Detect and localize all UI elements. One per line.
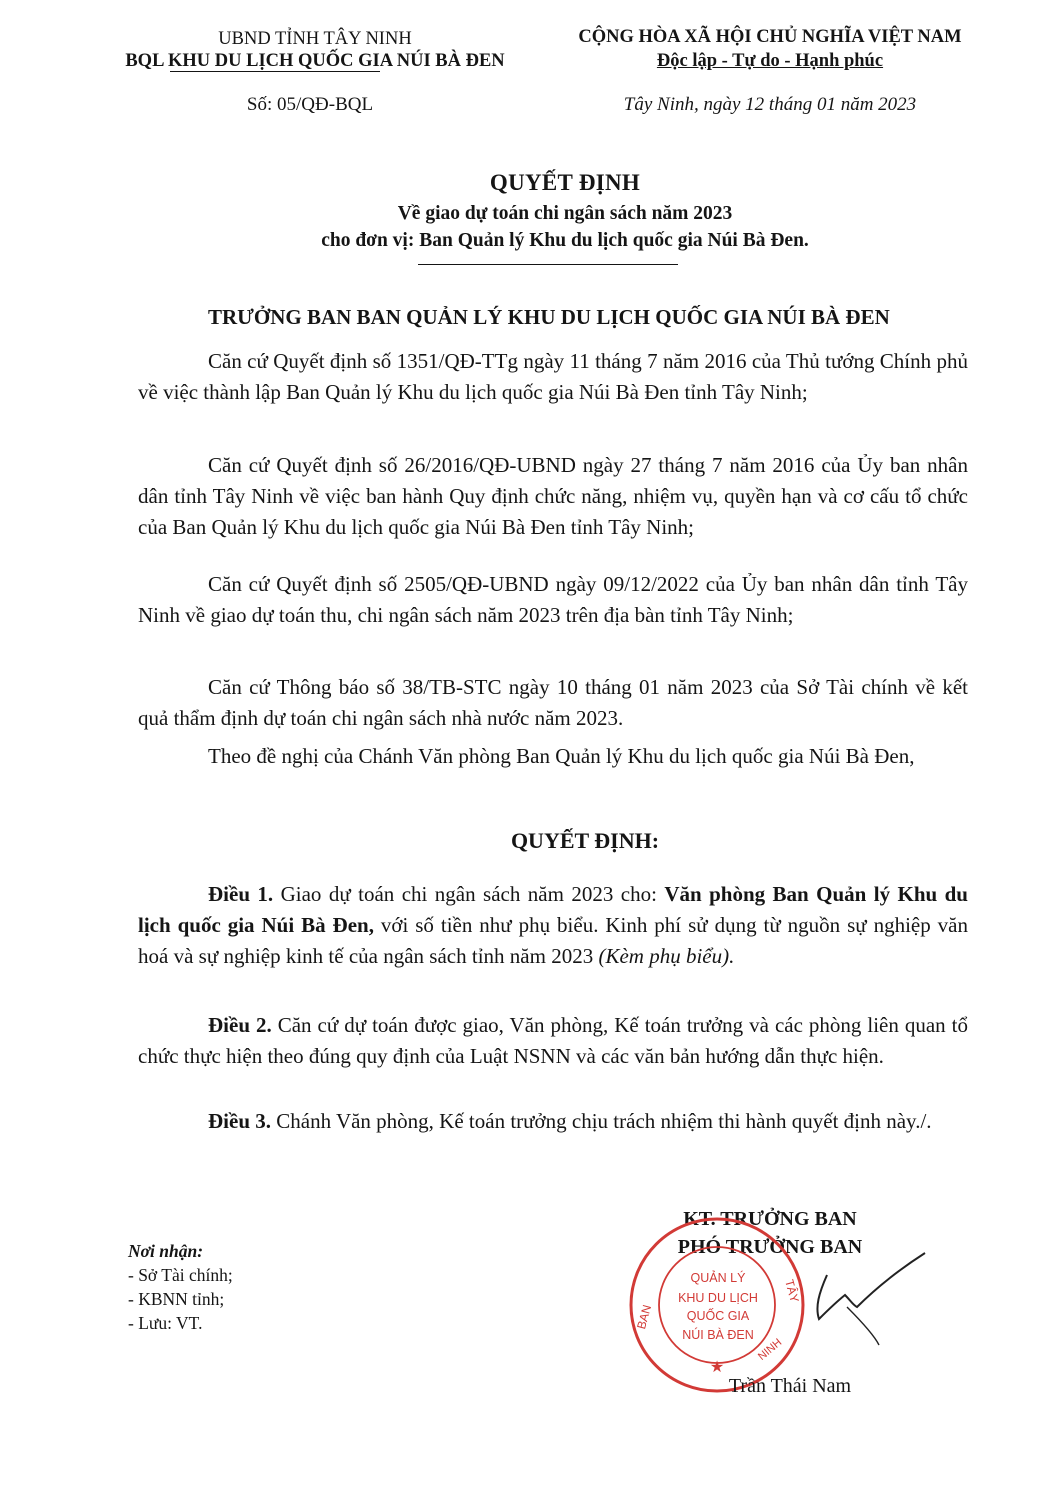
agency-underline <box>170 71 380 72</box>
issuing-authority: TRƯỞNG BAN BAN QUẢN LÝ KHU DU LỊCH QUỐC GIA NÚI BÀ ĐEN <box>208 305 890 329</box>
seal-text-3: QUỐC GIA <box>686 1309 750 1323</box>
article-3-label: Điều 3. <box>208 1109 271 1133</box>
recipient-item: - KBNN tỉnh; <box>128 1289 225 1309</box>
preamble-item: Căn cứ Thông báo số 38/TB-STC ngày 10 tháng 01 năm 2023 của Sở Tài chính về kết quả thẩm định dự toán chi ngân sách nhà nước năm 2023. <box>138 675 968 730</box>
article-1-unit: Văn phòng Ban Quản lý Khu du lịch quốc gia Núi Bà Đen, <box>138 882 968 937</box>
article-1-attachment-note: (Kèm phụ biểu). <box>598 944 735 968</box>
preamble-item: Căn cứ Quyết định số 2505/QĐ-UBND ngày 09/12/2022 của Ủy ban nhân dân tỉnh Tây Ninh về giao dự toán thu, chi ngân sách năm 2023 trên địa bàn tỉnh Tây Ninh; <box>138 572 968 627</box>
article-1-text: Giao dự toán chi ngân sách năm 2023 cho: <box>273 882 665 906</box>
signature-title-1: KT. TRƯỞNG BAN <box>683 1208 857 1230</box>
signature-title-2: PHÓ TRƯỞNG BAN <box>677 1236 863 1258</box>
document-title: QUYẾT ĐỊNH <box>489 170 641 195</box>
article-1-label: Điều 1. <box>208 882 274 906</box>
recipients-heading: Nơi nhận: <box>128 1241 204 1261</box>
document-subtitle-1: Về giao dự toán chi ngân sách năm 2023 <box>397 203 733 224</box>
document-subtitle-2: cho đơn vị: Ban Quản lý Khu du lịch quốc gia Núi Bà Đen. <box>321 230 809 251</box>
seal-text-1: QUẢN LÝ <box>690 1271 746 1285</box>
agency-name <box>60 49 570 73</box>
agency-name-text: BQL KHU DU LỊCH QUỐC GIA NÚI BÀ ĐEN <box>125 51 505 71</box>
article-1-text-2: với số tiền như phụ biểu. Kinh phí sử dụng từ nguồn sự nghiệp văn hoá và sự nghiệp kinh tế của ngân sách tỉnh năm 2023 <box>138 913 968 968</box>
recipient-item: - Sở Tài chính; <box>128 1265 233 1285</box>
decision-heading: QUYẾT ĐỊNH: <box>510 828 660 853</box>
signer-name: Trần Thái Nam <box>728 1375 852 1397</box>
place-date: Tây Ninh, ngày 12 tháng 01 năm 2023 <box>623 94 917 115</box>
seal-text-4: NÚI BÀ ĐEN <box>682 1328 754 1342</box>
article-2 <box>138 1010 968 1072</box>
national-motto: Độc lập - Tự do - Hạnh phúc <box>656 51 884 71</box>
official-seal <box>622 1210 812 1400</box>
handwritten-signature <box>805 1245 935 1355</box>
article-1 <box>138 879 968 972</box>
recipient-item: - Lưu: VT. <box>128 1313 203 1333</box>
preamble-item: Căn cứ Quyết định số 26/2016/QĐ-UBND ngày 27 tháng 7 năm 2016 của Ủy ban nhân dân tỉnh Tây Ninh về việc ban hành Quy định chức năng, nhiệm vụ, quyền hạn và cơ cấu tổ chức của Ban Quản lý Khu du lịch quốc gia Núi Bà Đen tỉnh Tây Ninh; <box>138 453 968 539</box>
article-2-label: Điều 2. <box>208 1013 272 1037</box>
agency-parent: UBND TỈNH TÂY NINH <box>218 29 412 49</box>
seal-text-2: KHU DU LỊCH <box>678 1291 758 1305</box>
seal-star-icon: ★ <box>709 1359 725 1376</box>
preamble-item: Căn cứ Quyết định số 1351/QĐ-TTg ngày 11 tháng 7 năm 2016 của Thủ tướng Chính phủ về việc thành lập Ban Quản lý Khu du lịch quốc gia Núi Bà Đen tỉnh Tây Ninh; <box>138 349 968 404</box>
seal-ring-right: TÂY <box>782 1277 802 1305</box>
seal-ring-bottom: NINH <box>755 1336 785 1363</box>
seal-ring-left: BAN <box>634 1303 655 1331</box>
national-title: CỘNG HÒA XÃ HỘI CHỦ NGHĨA VIỆT NAM <box>578 27 962 47</box>
article-3-text: Chánh Văn phòng, Kế toán trưởng chịu trách nhiệm thi hành quyết định này./. <box>271 1109 932 1133</box>
article-2-text: Căn cứ dự toán được giao, Văn phòng, Kế toán trưởng và các phòng liên quan tổ chức thực hiện theo đúng quy định của Luật NSNN và các văn bản hướng dẫn thực hiện. <box>138 1013 968 1068</box>
title-divider <box>418 264 678 265</box>
recipients-block <box>128 1239 428 1335</box>
preamble-item: Theo đề nghị của Chánh Văn phòng Ban Quản lý Khu du lịch quốc gia Núi Bà Đen, <box>208 744 915 768</box>
article-3 <box>138 1106 968 1137</box>
document-number: Số: 05/QĐ-BQL <box>246 94 374 115</box>
